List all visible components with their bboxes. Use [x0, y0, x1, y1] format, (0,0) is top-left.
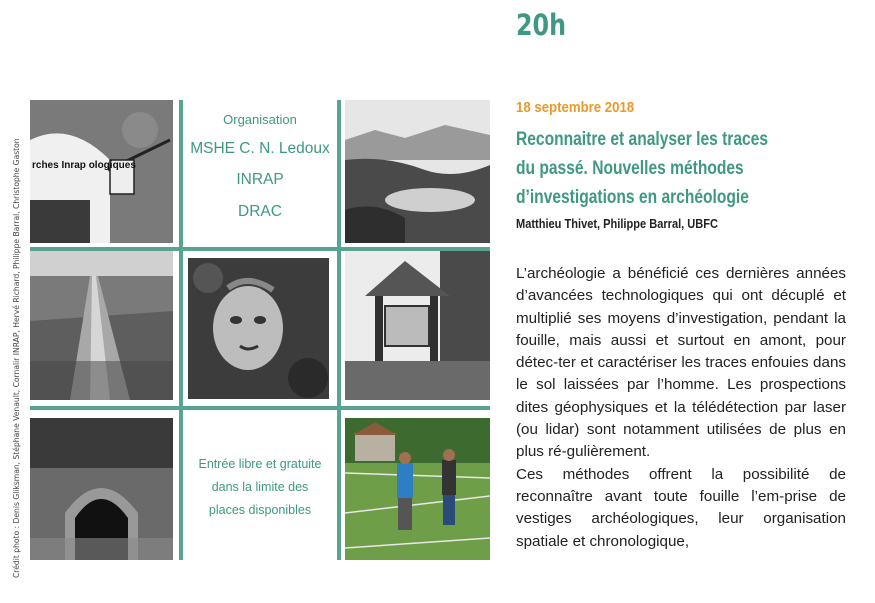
title-line: d’investigations en archéologie [516, 187, 749, 208]
event-description [516, 263, 846, 553]
archaeologist-photo [30, 100, 173, 243]
organisation-name: INRAP [236, 171, 284, 188]
jacket-text: rches Inrap ologiques [32, 160, 136, 171]
description-paragraph: L’archéologie a bénéficié ces dernières années d’avancées technologiques qui ont décuplé et multiplié ses moyens d’investigation, pendant la fouille, mais aussi et surtout en amont, pour détec-ter et caractériser les traces enfouies dans le sol laissées par l’homme. Les prospections dites géophysiques et la télédétection par laser (ou lidar) sont notamment utilisées de plus en plus ré-gulièrement. [516, 265, 846, 461]
description-paragraph: Ces méthodes offrent la possibilité de reconnaître avant toute fouille l’em-prise de vestiges archéologiques, leur organisation spatiale et chronologique, [516, 465, 846, 550]
entry-line: Entrée libre et gratuite [198, 457, 322, 471]
carved-head-photo [188, 258, 329, 399]
event-authors: Matthieu Thivet, Philippe Barral, UBFC [516, 216, 718, 231]
entry-info-box [183, 410, 337, 603]
title-line: du passé. Nouvelles méthodes [516, 158, 744, 179]
field-survey-photo [345, 418, 490, 560]
photo-credit: Crédit photo : Denis Gliksman, Stéphane Venault, Cornalir INRAP, Hervé Richard, Philippe Barral, Christophe Gaston [12, 138, 21, 578]
event-time: 20h [516, 8, 567, 42]
wooden-structure-photo [345, 251, 490, 400]
aerial-runway-photo [30, 251, 173, 400]
grid-line [337, 100, 341, 560]
lake-landscape-photo [345, 100, 490, 243]
title-line: Reconnaitre et analyser les traces [516, 129, 769, 150]
organisation-name: MSHE C. N. Ledoux [190, 140, 330, 157]
organisation-box [183, 100, 337, 247]
entry-line: dans la limite des [211, 480, 309, 494]
organisation-label: Organisation [223, 112, 297, 127]
photo-grid [30, 100, 490, 560]
organisation-name: DRAC [238, 203, 282, 220]
entry-line: places disponibles [208, 503, 312, 517]
event-date: 18 septembre 2018 [516, 99, 635, 116]
event-title [516, 125, 787, 212]
tunnel-entrance-photo [30, 418, 173, 560]
